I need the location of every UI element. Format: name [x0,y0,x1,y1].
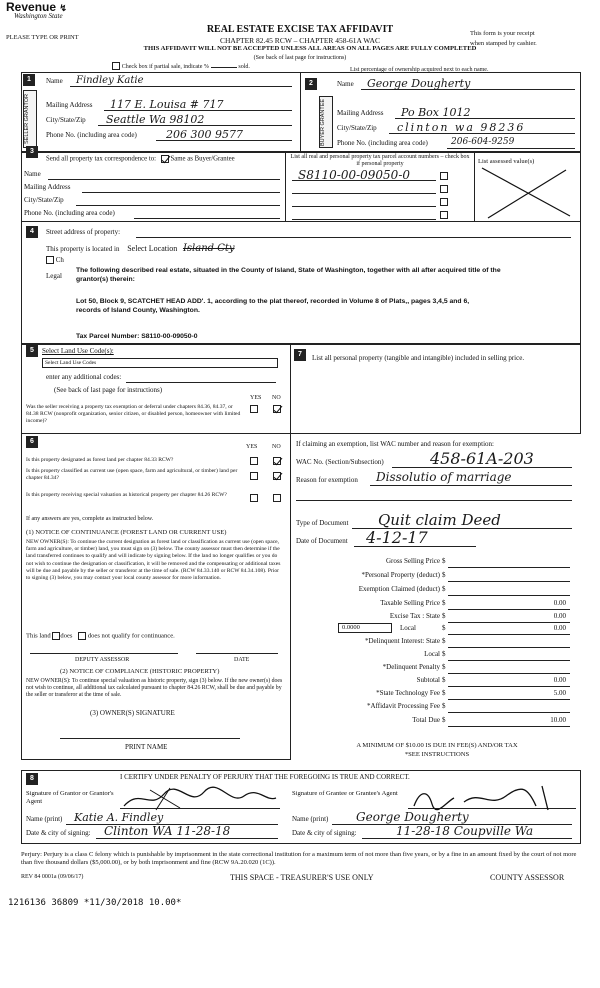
current-use-question: Is this property classified as current use (open space, farm and agricultural, or timber) land per chapter 84.34? [26,468,238,481]
form-see-back: (See back of last page for instructions) [253,55,347,61]
parcel-personal-checkbox-3[interactable] [440,198,448,206]
location-handwritten: Island Cty [182,243,235,254]
wac-number-field[interactable]: 458-61A-203 [430,449,534,468]
personal-property-label: List all personal property (tangible and intangible) included in selling price. [312,354,525,362]
perjury-statement: Perjury: Perjury is a class C felony which is punishable by imprisonment in the state correctional institution for a maximum term of not more than five years, or by a fine in an amount fixed by the court of not more than five thousand dollars ($5,000.00), or by both imprisonment and fine (RCW 9A.20.020 (1C)). [21,851,577,866]
seller-city-field[interactable]: Seattle Wa 98102 [106,113,205,126]
location-checkbox[interactable] [46,256,54,264]
grantor-date-field[interactable]: Clinton WA 11-28-18 [104,824,231,838]
section-8-number: 8 [26,773,38,785]
grantee-date-field[interactable]: 11-28-18 Coupville Wa [396,824,534,838]
forest-question: Is this property designated as forest land per chapter 84.33 RCW? [26,457,174,463]
section-7-number: 7 [294,349,306,361]
corr-address-row: Mailing Address [24,183,280,191]
corr-name-row: Name [24,170,280,178]
section-4-number: 4 [26,226,38,238]
if-any-yes: If any answers are yes, complete as instructed below. [26,516,154,522]
tech-fee-value: 5.00 [553,689,566,697]
corr-phone-input[interactable] [134,218,280,219]
delinquent-interest-state-row: *Delinquent Interest: State $ [290,637,580,649]
buyer-address-row: Mailing Address Po Box 1012 [337,109,575,120]
affidavit-fee-row: *Affidavit Processing Fee $ [290,702,580,714]
delinquent-penalty-row: *Delinquent Penalty $ [290,663,580,675]
owner-signature-line[interactable] [60,738,240,739]
grantee-name-field[interactable]: George Dougherty [356,810,469,824]
s5-no-checkbox[interactable] [273,405,281,413]
notice-continuance-title: (1) NOTICE OF CONTINUANCE (FOREST LAND OR CURRENT USE) [26,529,227,536]
s6-yes-header: YES [246,444,258,450]
partial-sale-checkbox[interactable] [112,62,120,70]
corr-address-input[interactable] [82,192,280,193]
additional-codes-input[interactable] [126,382,276,383]
parcel-personal-checkbox-2[interactable] [440,185,448,193]
subtotal-value: 0.00 [553,676,566,684]
total-due-row: Total Due $ 10.00 [290,716,580,728]
excise-rate-field[interactable]: 0.0000 [338,623,392,633]
parcel-header: List all real and personal property tax parcel account numbers – check box if personal property [290,154,470,167]
delinquent-interest-local-row: Local $ [290,650,580,662]
section-5-see-back: (See back of last page for instructions) [54,386,163,394]
county-assessor: COUNTY ASSESSOR [490,873,565,882]
type-or-print: PLEASE TYPE OR PRINT [6,34,79,41]
ownership-note: List percentage of ownership acquired next to each name. [350,67,489,73]
doc-date-row: Date of Document 4-12-17 [296,537,476,545]
grantee-date-row: Date & city of signing: 11-28-18 Coupville Wa [292,829,576,837]
receipt-note-1: This form is your receipt [470,30,535,37]
see-instructions-note: *SEE INSTRUCTIONS [404,751,470,758]
exemption-claimed-row: Exemption Claimed (deduct) $ [290,585,580,597]
corr-phone-row: Phone No. (including area code) [24,209,280,217]
land-use-select[interactable]: Select Land Use Codes [42,358,278,368]
buyer-city-row: City/State/Zip clinton wa 98236 [337,124,575,135]
section-2-number: 2 [305,78,317,90]
reason-field[interactable]: Dissolutio of marriage [376,470,512,484]
s5-yes-header: YES [250,395,262,401]
grantor-date-row: Date & city of signing: Clinton WA 11-28-18 [26,829,286,837]
corr-name-input[interactable] [48,179,280,180]
gross-selling-row: Gross Selling Price $ [290,557,580,569]
grantee-signature-icon [410,784,560,812]
form-not-accepted: THIS AFFIDAVIT WILL NOT BE ACCEPTED UNLESS ALL AREAS ON ALL PAGES ARE FULLY COMPLETED [143,45,477,52]
assessed-header: List assessed value(s) [478,158,535,165]
grantor-name-field[interactable]: Katie A. Findley [74,811,164,824]
seller-tab: SELLER GRANTOR [23,90,37,148]
q2-no-checkbox[interactable] [273,472,281,480]
personal-property-input[interactable] [448,581,570,582]
land-use-label: Select Land Use Code(s): [42,347,114,355]
legal-label: Legal [46,272,62,280]
buyer-phone-field[interactable]: 206-604-9259 [451,137,515,147]
grantor-signature-label: Signature of Grantor or Grantor's Agent [26,790,114,805]
date-label: DATE [234,657,250,663]
location-check-row: Ch [46,256,64,264]
seller-name-field[interactable]: Findley Katie [76,75,144,86]
buyer-name-row: Name George Dougherty [337,80,575,91]
seller-address-row: Mailing Address 117 E. Louisa # 717 [46,101,292,112]
doc-type-row: Type of Document Quit claim Deed [296,519,580,527]
does-qualify-checkbox[interactable] [52,632,60,640]
s5-no-header: NO [272,395,281,401]
logo-text: Revenue ↯ [6,0,67,14]
s5-yes-checkbox[interactable] [250,405,258,413]
location-row: This property is located in Select Location Island Cty [46,243,235,254]
seller-city-row: City/State/Zip Seattle Wa 98102 [46,116,292,127]
corr-city-input[interactable] [76,205,280,206]
gross-selling-input[interactable] [448,567,570,568]
assessed-crossout-icon [478,166,576,220]
reason-row: Reason for exemption Dissolutio of marriage [296,476,580,484]
logo-subtitle: Washington State [14,12,63,20]
parcel-number-field[interactable]: S8110-00-09050-0 [298,168,411,182]
same-as-buyer-checkbox[interactable] [161,155,169,163]
grantor-signature-icon [120,786,280,812]
delinquent-penalty-input[interactable] [448,673,570,674]
corr-city-row: City/State/Zip [24,196,280,204]
parcel-personal-checkbox-1[interactable] [440,172,448,180]
doc-date-field[interactable]: 4-12-17 [366,528,428,547]
q1-no-checkbox[interactable] [273,457,281,465]
form-title: REAL ESTATE EXCISE TAX AFFIDAVIT [206,24,394,35]
certify-statement: I CERTIFY UNDER PENALTY OF PERJURY THAT THE FOREGOING IS TRUE AND CORRECT. [120,773,410,781]
deputy-signature-line[interactable] [30,653,178,654]
receipt-note-2: when stamped by cashier. [470,40,537,47]
partial-sale-row: Check box if partial sale, indicate % sold. [112,62,250,70]
taxable-selling-row: Taxable Selling Price $ 0.00 [290,599,580,611]
taxable-selling-value: 0.00 [553,599,566,607]
print-name-label: PRINT NAME [125,743,168,751]
q3-no-checkbox[interactable] [273,494,281,502]
excise-local-value: 0.00 [553,624,566,632]
excise-state-value: 0.00 [553,612,566,620]
total-due-value: 10.00 [550,716,566,724]
recording-stamp: 1216136 36809 *11/30/2018 10.00* [8,898,182,908]
buyer-address-field[interactable]: Po Box 1012 [401,106,471,119]
section-5-number: 5 [26,345,38,357]
exemption-question: Was the seller receiving a property tax exemption or deferral under chapters 84.36, 84.37, or 84.38 RCW (nonprofit organization, senior citizen, or disabled person, homeowner with limited income)? [26,404,241,424]
street-address-row: Street address of property: [46,228,571,236]
exemption-claimed-input[interactable] [448,595,570,596]
legal-description: Lot 50, Block 9, SCATCHET HEAD ADD'. 1, according to the plat thereof, recorded in Volume 8 of Plats,, pages 3,4,5 and 6, records of Island County, Washington. [76,298,470,314]
q2-yes-checkbox[interactable] [250,472,258,480]
qualify-row: This land does does not qualify for continuance. [26,632,175,640]
deputy-label: DEPUTY ASSESSOR [75,657,130,663]
s6-no-header: NO [272,444,281,450]
excise-local-row: 0.0000 Local $ 0.00 [290,624,580,636]
grantor-name-row: Name (print) Katie A. Findley [26,815,286,823]
seller-address-field[interactable]: 117 E. Louisa # 717 [110,98,224,111]
subtotal-row: Subtotal $ 0.00 [290,676,580,688]
section-1-number: 1 [23,74,35,86]
deputy-date-line[interactable] [196,653,278,654]
historic-question: Is this property receiving special valuation as historical property per chapter 84.26 RCW? [26,492,227,498]
delinquent-interest-state-input[interactable] [448,647,570,648]
seller-phone-row: Phone No. (including area code) 206 300 9577 [46,131,292,142]
section-6-number: 6 [26,436,38,448]
wac-row: WAC No. (Section/Subsection) 458-61A-203 [296,458,580,466]
parcel-personal-checkbox-4[interactable] [440,211,448,219]
notice-compliance-text: NEW OWNER(S): To continue special valuation as historic property, sign (3) below. If the new owner(s) does not wish to continue, all additional tax calculated pursuant to chapter 84.26 RCW, shall be due and payable by the seller or transferor at the time of sale. [26,678,283,698]
q3-yes-checkbox[interactable] [250,494,258,502]
buyer-city-field[interactable]: clinton wa 98236 [397,121,526,134]
location-select[interactable]: Select Location [127,244,178,253]
excise-state-row: Excise Tax : State $ 0.00 [290,612,580,624]
grantee-name-row: Name (print) George Dougherty [292,815,576,823]
section-3-number: 3 [26,146,38,158]
tax-parcel-number: Tax Parcel Number: S8110-00-09050-0 [76,333,198,340]
affidavit-fee-input[interactable] [448,712,570,713]
personal-property-row: *Personal Property (deduct) $ [290,571,580,583]
legal-intro: The following described real estate, situated in the County of Island, State of Washington, together with all after acquired title of the grantor(s) therein: [76,267,501,283]
tech-fee-row: *State Technology Fee $ 5.00 [290,689,580,701]
does-not-qualify-checkbox[interactable] [78,632,86,640]
additional-codes-row: enter any additional codes: [46,373,276,381]
form-chapter: CHAPTER 82.45 RCW – CHAPTER 458-61A WAC [220,36,380,45]
street-address-input[interactable] [136,237,571,238]
notice-compliance-title: (2) NOTICE OF COMPLIANCE (HISTORIC PROPERTY) [60,668,220,675]
grantee-signature-label: Signature of Grantee or Grantee's Agent [292,790,398,797]
delinquent-interest-local-input[interactable] [448,660,570,661]
seller-name-row: Name Findley Katie [46,77,292,88]
treasurer-use: THIS SPACE - TREASURER'S USE ONLY [230,873,374,882]
minimum-due-note: A MINIMUM OF $10.00 IS DUE IN FEE(S) AND/OR TAX [356,742,518,749]
q1-yes-checkbox[interactable] [250,457,258,465]
correspondence-row: Send all property tax correspondence to: Same as Buyer/Grantee [46,155,235,163]
buyer-tab: BUYER GRANTEE [319,96,333,148]
seller-phone-field[interactable]: 206 300 9577 [166,128,243,141]
buyer-name-field[interactable]: George Dougherty [367,77,471,90]
buyer-phone-row: Phone No. (including area code) 206-604-9259 [337,139,575,150]
owner-signature-label: (3) OWNER(S) SIGNATURE [90,709,175,717]
exemption-header: If claiming an exemption, list WAC number and reason for exemption: [296,440,494,448]
doc-type-field[interactable]: Quit claim Deed [378,511,501,529]
notice-continuance-text: NEW OWNER(S): To continue the current designation as forest land or classification as current use (open space, farm and agriculture, or timber) land, you must sign on (3) below. The county assessor must then determine if the land transferred continues to qualify and will indicate by signing below. If the land no longer qualifies or you do not wish to continue the designation or classification, it will be removed and the compensating or additional taxes will be due and payable by the seller or transferor at the time of sale. (RCW 84.33.140 or RCW 84.34.108). Prior to signing (3) below, you may contact your local county assessor for more information. [26,539,281,582]
form-revision: REV 84 0001a (09/06/17) [21,874,84,880]
logo-mountain-icon: ↯ [59,3,67,13]
